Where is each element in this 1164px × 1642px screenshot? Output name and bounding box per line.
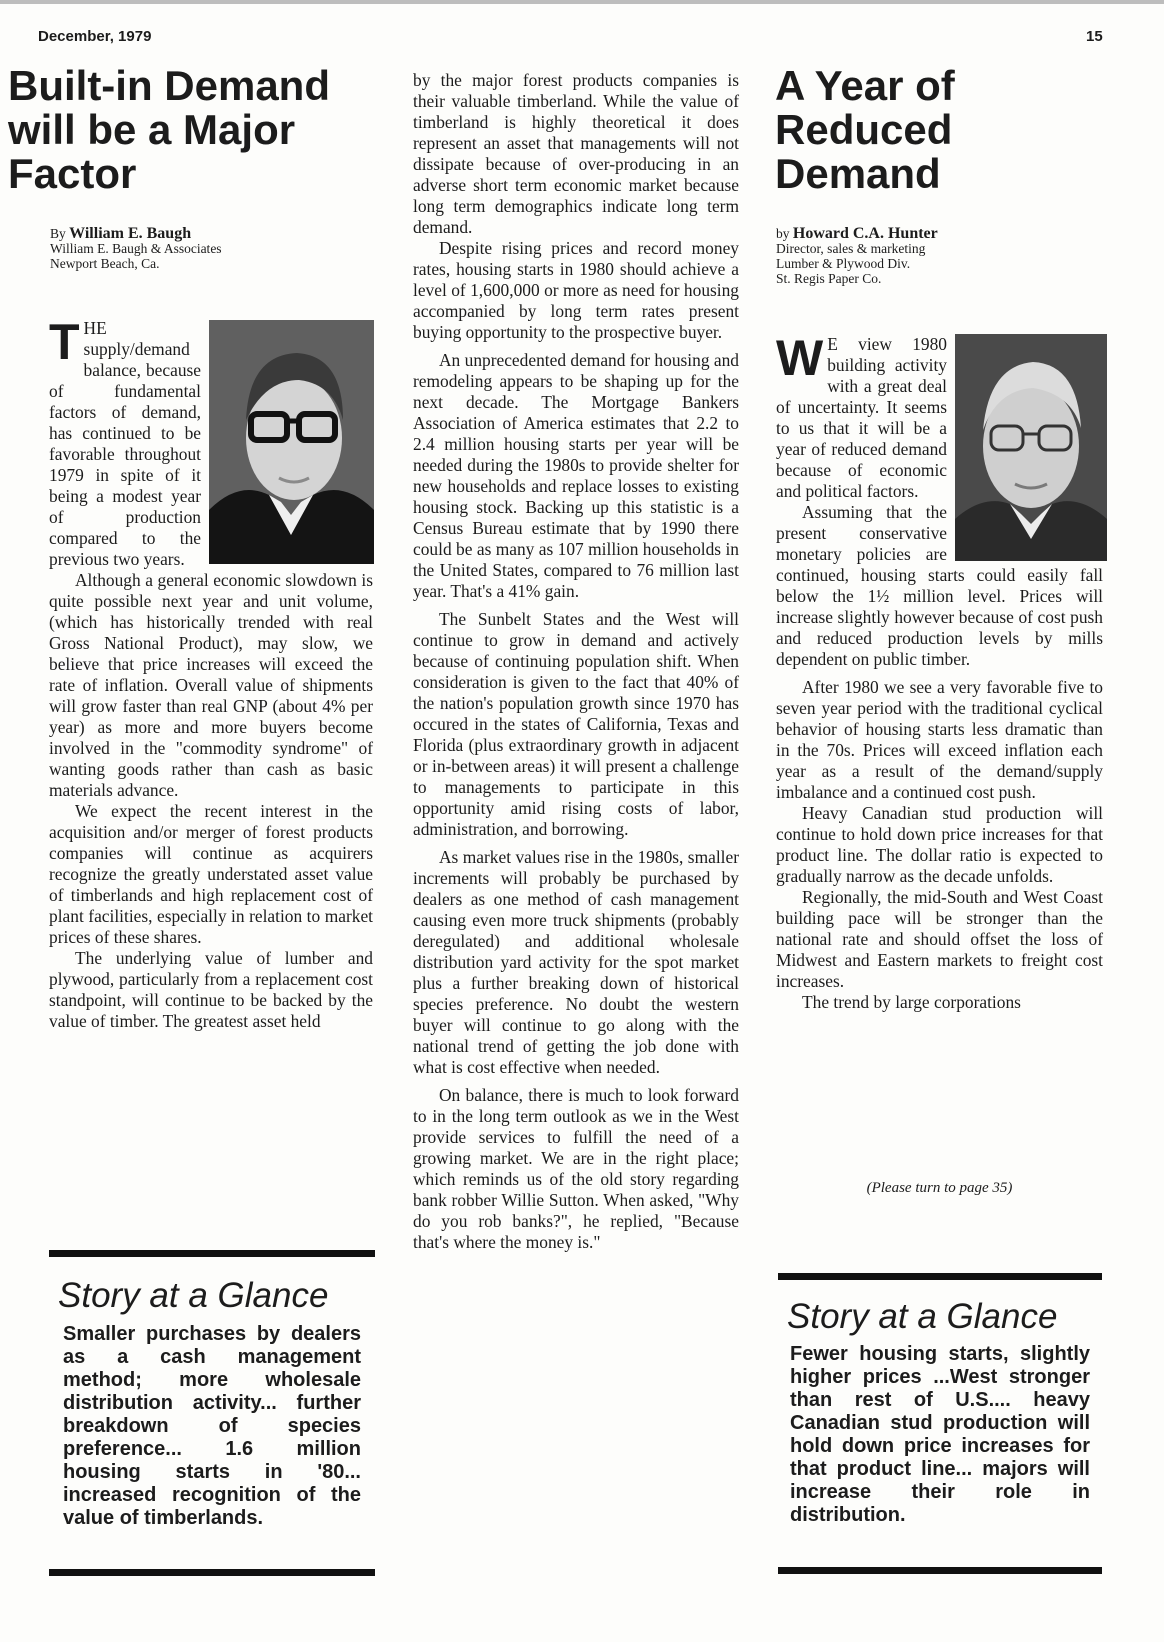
glance-bottom-rule (49, 1569, 375, 1576)
article1-paragraph: Although a general economic slowdown is quite possible next year and unit volume, (which has historically trended with real Gross National Product), may slow, we believe that price increases will exceed the rate of inflation. Overall value of shipments will grow faster than real GNP (about 4% per year) as more and more buyers become involved in the "commodity syndrome" of wanting goods rather than cash as basic materials advance. (49, 570, 373, 800)
glance-top-rule (49, 1250, 375, 1257)
article1-affiliation: William E. Baugh & Associates (50, 241, 222, 256)
man-portrait-icon (209, 320, 374, 564)
article1-glance-title: Story at a Glance (58, 1276, 329, 1315)
page-top-edge (0, 0, 1164, 4)
page-number: 15 (1086, 28, 1103, 45)
article2-glance-title: Story at a Glance (787, 1297, 1058, 1336)
article2-column (776, 330, 1103, 1013)
article1-paragraph: As market values rise in the 1980s, smaller increments will probably be purchased by dealers as one method of cash management causing even more truck shipments (probably deregulated) and additional wholesale distribution yard activity for the spot market plus a further breaking down of historical species preference. No doubt the western buyer will continue to go along with the national trend of getting the job done with what is cost effective when needed. (413, 847, 739, 1077)
glance-bottom-rule (778, 1567, 1102, 1574)
article1-byline (50, 226, 360, 271)
article1-lead-paragraph: HE supply/demand balance, because of fundamental factors of demand, has continued to be favorable throughout 1979 in spite of it being a modest year of production compared to the previous two years. (49, 318, 201, 569)
article2-division: Lumber & Plywood Div. (776, 256, 911, 271)
article2-headline-line: A Year of (775, 62, 955, 109)
continued-on-page-note: (Please turn to page 35) (866, 1180, 1013, 1196)
article2-paragraph: The trend by large corporations (802, 992, 1021, 1012)
byline-prefix: by (776, 226, 790, 241)
article1-glance-summary: Smaller purchases by dealers as a cash management method; more wholesale distribution activity... further breakdown of species preference... 1.6 million housing starts in '80... increased recognition of the value of timberlands. (63, 1323, 361, 1529)
article1-headline-line: Built-in Demand (8, 62, 330, 109)
glance-top-rule (778, 1273, 1102, 1280)
article1-paragraph: An unprecedented demand for housing and remodeling appears to be shaping up for the next decade. The Mortgage Bankers Association of America estimates that 2.2 to 2.4 million housing starts per year will be needed during the 1980s to provide shelter for new households and replace losses to existing housing stock. Backing up this statistic is a Census Bureau estimate that by 1990 there could be as many as 107 million households in the United States, compared to 76 million last year. That's a 41% gain. (413, 350, 739, 601)
article2-paragraph: Assuming that the present conservative monetary policies are continued, housing starts could easily fall below the 1½ million level. Prices will increase slightly however because of cost push and reduced production levels by mills dependent on public timber. (776, 502, 1103, 669)
article1-column-2 (413, 70, 739, 1253)
article2-title: Director, sales & marketing (776, 241, 926, 256)
article2-paragraph: Regionally, the mid-South and West Coast building pace will be stronger than the national rate and should offset the loss of Midwest and Eastern markets to freight cost increases. (776, 887, 1103, 991)
article1-headline (8, 64, 378, 196)
article2-author: Howard C.A. Hunter (792, 225, 938, 242)
article2-lead-paragraph: E view 1980 building activity with a great deal of uncertainty. It seems to us that it will be a year of reduced demand because of economic and political factors. (776, 334, 947, 501)
article1-author: William E. Baugh (69, 225, 192, 242)
article2-headline-line: Reduced (775, 106, 953, 153)
article2-glance-summary: Fewer housing starts, slightly higher prices ...West stronger than rest of U.S.... heavy Canadian stud production will hold down price increases for that product line... majors will increase their role in distribution. (790, 1343, 1090, 1526)
article1-column-1 (49, 314, 373, 1032)
byline-prefix: By (50, 226, 66, 241)
article1-paragraph: Despite rising prices and record money rates, housing starts in 1980 should achieve a level of 1,600,000 or more as need for housing accompanied by long term rates present buying opportunity to the prospective buyer. (413, 238, 739, 342)
article2-paragraph: Heavy Canadian stud production will continue to hold down price increases for that product line. The dollar ratio is expected to gradually narrow as the decade unfolds. (776, 803, 1103, 886)
article1-paragraph: The Sunbelt States and the West will continue to grow in demand and actively because of continuing population shift. When consideration is given to the fact that 40% of the nation's population growth since 1970 has occured in the states of California, Texas and Florida (plus extraordinary growth in adjacent or in-between areas) it will present a challenge to managements to participate in this opportunity amid rising costs of labor, administration, and borrowing. (413, 609, 739, 839)
article1-location: Newport Beach, Ca. (50, 256, 160, 271)
issue-date: December, 1979 (38, 28, 152, 45)
article1-dropcap: T (49, 314, 80, 370)
article1-paragraph: by the major forest products companies is their valuable timberland. While the value of timberland is highly theoretical it does represent an asset that managements will not dissipate because of over-producing in an adverse short term economic market because long term demographics indicate long term demand. (413, 70, 739, 237)
article1-paragraph: On balance, there is much to look forward to in the long term outlook as we in the West provide services to fulfill the need of a growing market. We are in the right place; which reminds us of the old story regarding bank robber Willie Sutton. When asked, "Why do you rob banks?", he replied, "Because that's where the money is." (413, 1085, 739, 1252)
article1-paragraph: We expect the recent interest in the acquisition and/or merger of forest products companies will continue as acquirers recognize the greatly understated asset value of timberlands and high replacement cost of plant facilities, especially in relation to market prices of these shares. (49, 801, 373, 947)
article2-paragraph: After 1980 we see a very favorable five to seven year period with the traditional cyclical behavior of housing starts less dramatic than in the 70s. Prices will exceed inflation each year as a result of the demand/supply imbalance and a continued cost push. (776, 677, 1103, 802)
article2-company: St. Regis Paper Co. (776, 271, 882, 286)
article2-dropcap: W (776, 330, 824, 386)
article1-paragraph: The underlying value of lumber and plywood, particularly from a replacement cost standpoint, will continue to be backed by the value of timber. The greatest asset held (49, 948, 373, 1031)
article1-headline-line: Factor (8, 150, 137, 197)
article1-headline-line: will be a Major (8, 106, 296, 153)
man-portrait-icon (955, 334, 1107, 561)
article2-byline (776, 226, 1076, 286)
article2-headline (775, 64, 1155, 196)
article2-headline-line: Demand (775, 150, 941, 197)
